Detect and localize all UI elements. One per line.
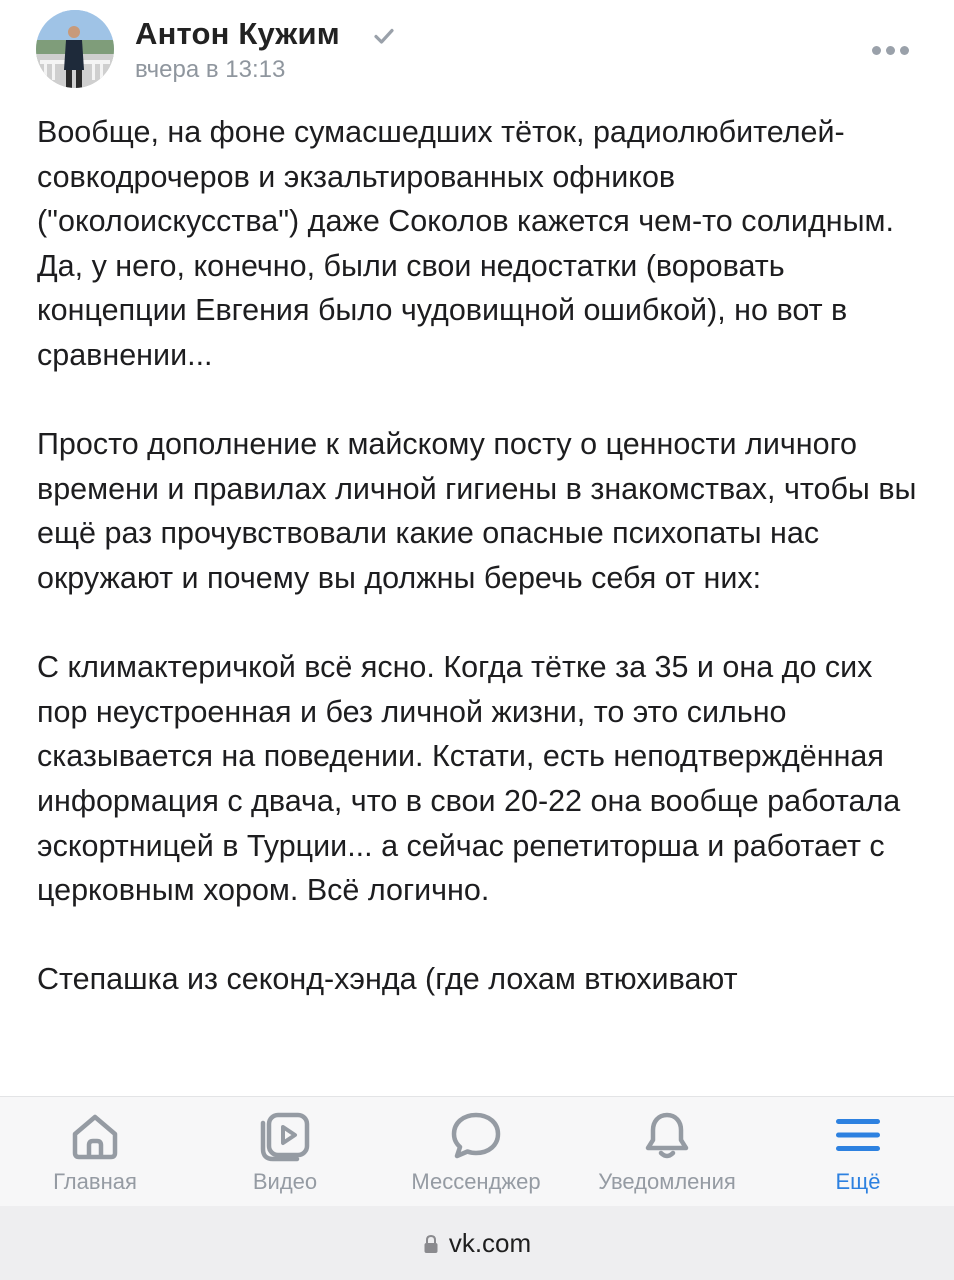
home-icon — [67, 1107, 123, 1163]
url-display[interactable] — [0, 1228, 954, 1259]
tab-more[interactable] — [763, 1097, 953, 1207]
bell-icon — [639, 1107, 695, 1163]
author-name[interactable]: Антон Кужим — [135, 16, 340, 51]
post-text — [37, 110, 917, 1002]
url-text: vk.com — [448, 1228, 532, 1258]
tab-home[interactable] — [0, 1097, 190, 1207]
post-paragraph: Просто дополнение к майскому посту о ценности личного времени и правилах личной гигиены в знакомствах, чтобы вы ещё раз прочувствовали какие опасные психопаты нас окружают и почему вы должны беречь себя от них: — [37, 427, 917, 595]
lock-icon — [423, 1234, 439, 1254]
tab-notifications[interactable] — [572, 1097, 762, 1207]
bottom-tab-bar — [0, 1096, 954, 1207]
post-time[interactable]: вчера в 13:13 — [135, 56, 286, 83]
tab-video-label: Видео — [252, 1169, 318, 1194]
tab-notifications-label: Уведомления — [598, 1169, 736, 1194]
post-header — [0, 0, 954, 100]
tab-more-label: Ещё — [835, 1169, 881, 1194]
tab-video[interactable] — [190, 1097, 380, 1207]
post-paragraph: Степашка из секонд-хэнда (где лохам втюхивают — [37, 962, 738, 997]
browser-url-bar[interactable] — [0, 1206, 954, 1280]
avatar-photo — [36, 10, 114, 88]
more-options-icon[interactable] — [870, 40, 912, 60]
video-icon — [257, 1107, 313, 1163]
avatar[interactable] — [36, 10, 114, 88]
tab-messenger-label: Мессенджер — [411, 1169, 541, 1194]
verified-check-icon — [372, 24, 396, 48]
post-paragraph: С климактеричкой всё ясно. Когда тётке за 35 и она до сих пор неустроенная и без личной жизни, то это сильно сказывается на поведении. Кстати, есть неподтверждённая информация с двача, что в свои 20-22 она вообще работала эскортницей в Турции... а сейчас репетиторша и работает с церковным хором. Всё логично. — [37, 650, 901, 908]
tab-home-label: Главная — [53, 1169, 137, 1194]
menu-icon — [830, 1107, 886, 1163]
messenger-icon — [448, 1107, 504, 1163]
post-paragraph: Вообще, на фоне сумасшедших тёток, радиолюбителей-совкодрочеров и экзальтированных офников ("околоискусства") даже Соколов кажется чем-то солидным. Да, у него, конечно, были свои недостатки (воровать концепции Евгения было чудовищной ошибкой), но вот в сравнении... — [37, 115, 894, 372]
tab-messenger[interactable] — [381, 1097, 571, 1207]
